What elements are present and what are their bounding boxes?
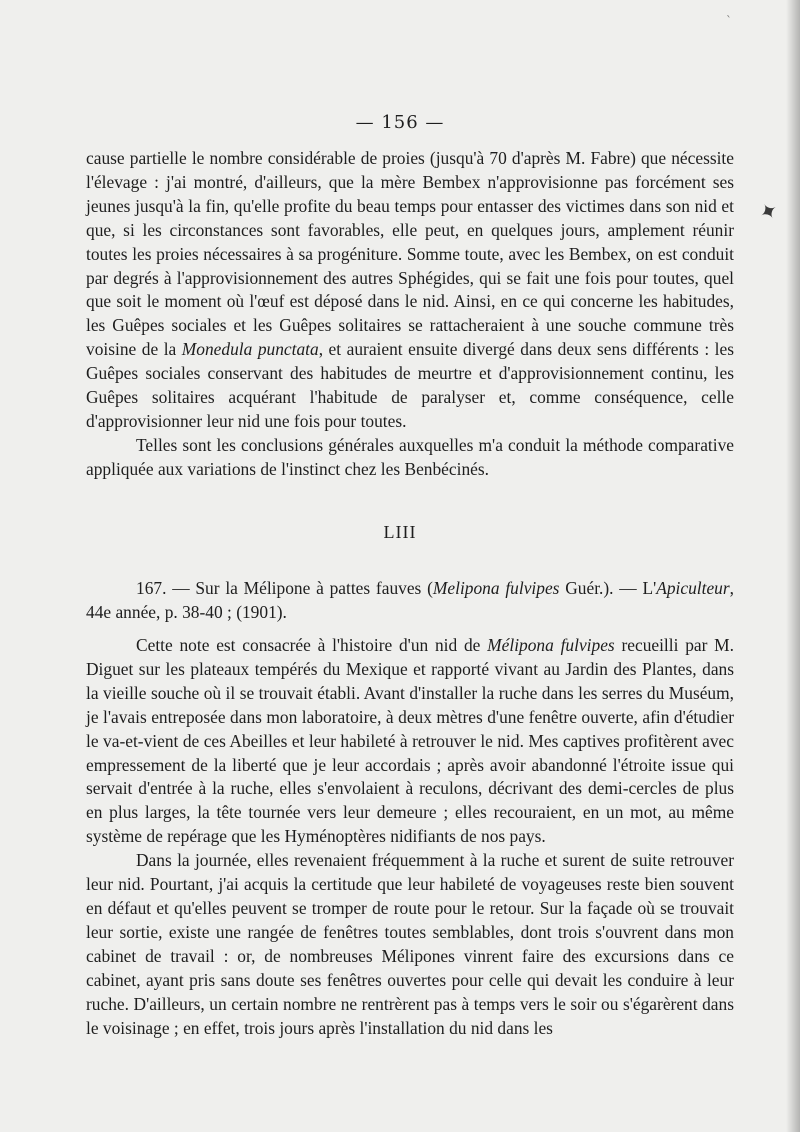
reference-entry: [86, 577, 734, 625]
reference-details: , 44e année, p. 38-40 ; (1901).: [86, 578, 735, 622]
reference-author: Guér.). — L': [559, 578, 657, 598]
species-italic: Mélipona fulvipes: [487, 635, 615, 655]
reference-journal: Apiculteur: [656, 578, 730, 598]
margin-pencil-mark: ✦: [754, 197, 784, 228]
paragraph-rest: recueilli par M. Diguet sur les plateaux tempérés du Mexique et rapporté vivant au Jardin des Plantes, dans la vieille souche où il se trouvait établi. Avant d'installer la ruche dans les serres du Muséum, je l'avais entreposée dans mon laboratoire, à deux mètres d'une fenêtre ouverte, afin d'étudier le va-et-vient de ces Abeilles et leur habileté à retrouver le nid. Mes captives profitèrent avec empressement de la liberté que je leur accordais ; après avoir abandonné l'étroite issue qui servait d'entrée à la ruche, elles s'envolaient à reculons, décrivant des demi-cercles de plus en plus larges, la tête tournée vers leur demeure ; elles recouraient, en un mot, au même système de repérage que les Hyménoptères nidifiants de nos pays.: [86, 635, 734, 847]
body-text-block: [86, 634, 734, 1040]
section-heading: LIII: [383, 522, 417, 542]
reference-number: 167. — Sur la Mélipone à pattes fauves (: [136, 578, 433, 598]
paragraph-start: Cette note est consacrée à l'histoire d'un nid de: [136, 635, 488, 655]
page-edge-shadow: [786, 0, 800, 1132]
top-text-block: [86, 147, 734, 482]
page-number: — 156 —: [355, 112, 445, 133]
paragraph-melipona-nest: [86, 634, 734, 849]
paragraph-continuation: [86, 147, 734, 434]
paragraph-return: Dans la journée, elles revenaient fréquemment à la ruche et surent de suite retrouver leur nid. Pourtant, j'ai acquis la certitude que leur habileté de voyageuses reste bien souvent en défaut et qu'elles peuvent se tromper de route pour le retour. Sur la façade où se trouvait leur sortie, existe une rangée de fenêtres toutes semblables, dont trois s'ouvrent dans mon cabinet de travail : or, de nombreuses Mélipones vinrent faire des excursions dans ce cabinet, ayant pris sans doute ses fenêtres ouvertes pour celle qui devait les conduire à leur ruche. D'ailleurs, un certain nombre ne rentrèrent pas à temps vers le soir ou s'égarèrent dans le voisinage ; en effet, trois jours après l'installation du nid dans les: [86, 850, 734, 1038]
reference-species: Melipona fulvipes: [432, 578, 560, 598]
paragraph-text: cause partielle le nombre considérable de proies (jusqu'à 70 d'après M. Fabre) que nécessite l'élevage : j'ai montré, d'ailleurs, que la mère Bembex n'approvisionne pas forcément ses jeunes jusqu'à la fin, qu'elle profite du beau temps pour entasser des victimes dans son nid et que, si les circonstances sont favorables, elle peut, en quelques jours, amplement réunir toutes les proies nécessaires à sa progéniture. Somme toute, avec les Bembex, on est conduit par degrés à l'approvisionnement des autres Sphégides, qui se fait une fois pour toutes, quel que soit le moment où l'œuf est déposé dans le nid. Ainsi, en ce qui concerne les habitudes, les Guêpes sociales et les Guêpes solitaires se rattacheraient à une souche commune très voisine de la: [86, 148, 734, 360]
species-italic: Monedula punctata: [181, 339, 319, 360]
reference-line: [86, 577, 734, 625]
ink-speck: ˋ: [726, 14, 732, 28]
paragraph-conclusion: Telles sont les conclusions générales auxquelles m'a conduit la méthode comparative appliquée aux variations de l'instinct chez les Benbécinés.: [86, 434, 734, 479]
paragraph-text-tail: , et auraient ensuite divergé dans deux sens différents : les Guêpes sociales conservant des habitudes de meurtre et d'approvisionnement continu, les Guêpes solitaires acquérant l'habitude de paralyser et, comme conséquence, celle d'approvisionner leur nid une fois pour toutes.: [86, 339, 734, 431]
